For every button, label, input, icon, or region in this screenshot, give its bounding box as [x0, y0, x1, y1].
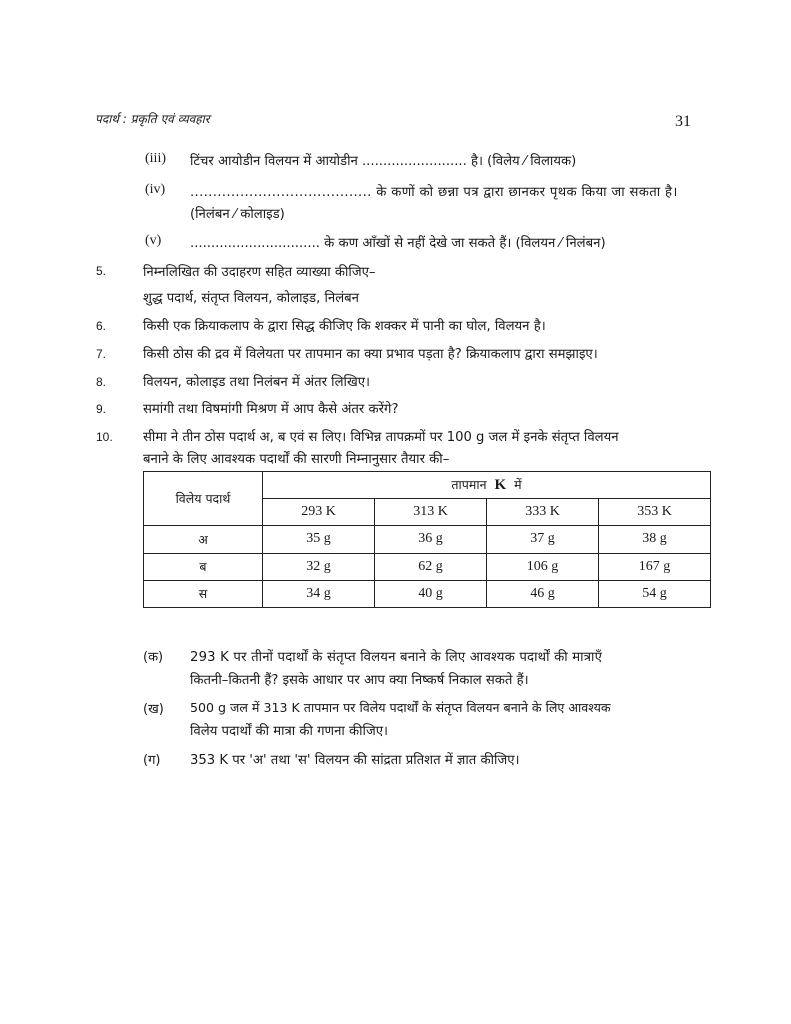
- value-cell: 54 g: [599, 580, 711, 607]
- question-number: 7.: [96, 347, 107, 361]
- substance-cell: अ: [144, 526, 263, 553]
- question-number: 6.: [96, 319, 107, 333]
- subitem-text: ............................... के कण आँखों से नहीं देखे जा सकते हैं। (विलयन ⁄ निलंबन): [190, 236, 606, 251]
- question-text: किसी एक क्रियाकलाप के द्वारा सिद्ध कीजिए कि शक्कर में पानी का घोल, विलयन है।: [143, 319, 546, 334]
- value-cell: 32 g: [263, 553, 375, 580]
- solubility-table: [143, 471, 711, 608]
- value-cell: 62 g: [375, 553, 487, 580]
- page-number: 31: [675, 113, 691, 130]
- question-number: 5.: [96, 264, 107, 278]
- part-label: (ग): [143, 753, 161, 768]
- table-row: [144, 526, 711, 553]
- substance-cell: ब: [144, 553, 263, 580]
- question-text: किसी ठोस की द्रव में विलेयता पर तापमान का क्या प्रभाव पड़ता है? क्रियाकलाप द्वारा समझाइए।: [143, 347, 598, 362]
- value-cell: 36 g: [375, 526, 487, 553]
- question-text: सीमा ने तीन ठोस पदार्थ अ, ब एवं स लिए। विभिन्न तापक्रमों पर 100 g जल में इनके संतृप्त विलयन: [143, 430, 619, 445]
- part-text: 353 K पर 'अ' तथा 'स' विलयन की सांद्रता प्रतिशत में ज्ञात कीजिए।: [190, 753, 520, 768]
- question-text: निम्नलिखित की उदाहरण सहित व्याख्या कीजिए–: [143, 265, 376, 280]
- subitem-text-continued: (निलंबन ⁄ कोलाइड): [190, 207, 285, 222]
- subitem-text: टिंचर आयोडीन विलयन में आयोडीन ......................... है। (विलेय ⁄ विलायक): [190, 154, 577, 169]
- part-label: (क): [143, 650, 164, 665]
- temperature-header-prefix: तापमान: [451, 477, 487, 493]
- value-cell: 37 g: [487, 526, 599, 553]
- substance-cell: स: [144, 580, 263, 607]
- part-text-continued: कितनी–कितनी हैं? इसके आधार पर आप क्या निष्कर्ष निकाल सकते हैं।: [190, 673, 529, 688]
- temperature-col-header: 293 K: [263, 499, 375, 526]
- question-number: 8.: [96, 375, 107, 389]
- part-text: 293 K पर तीनों पदार्थों के संतृप्त विलयन बनाने के लिए आवश्यक पदार्थों की मात्राएँ: [190, 650, 603, 665]
- subitem-label: (v): [145, 233, 162, 248]
- part-label: (ख): [143, 702, 164, 717]
- value-cell: 40 g: [375, 580, 487, 607]
- question-text: विलयन, कोलाइड तथा निलंबन में अंतर लिखिए।: [143, 375, 371, 390]
- temperature-header-cell: [263, 472, 711, 499]
- temperature-col-header: 333 K: [487, 499, 599, 526]
- temperature-col-header: 353 K: [599, 499, 711, 526]
- row-header-cell: विलेय पदार्थ: [144, 472, 263, 526]
- running-header: पदार्थ : प्रकृति एवं व्यवहार: [95, 112, 210, 126]
- question-text: समांगी तथा विषमांगी मिश्रण में आप कैसे अंतर करेंगे?: [143, 402, 399, 417]
- question-number: 9.: [96, 402, 107, 416]
- value-cell: 167 g: [599, 553, 711, 580]
- part-text: 500 g जल में 313 K तापमान पर विलेय पदार्थों के संतृप्त विलयन बनाने के लिए आवश्यक: [190, 700, 611, 715]
- subitem-label: (iv): [145, 182, 166, 197]
- table-row: [144, 580, 711, 607]
- subitem-text: ........................................ के कणों को छन्ना पत्र द्वारा छानकर पृथक किया जा सकता है।: [190, 185, 678, 200]
- temperature-header-suffix: में: [514, 477, 522, 493]
- temperature-col-header: 313 K: [375, 499, 487, 526]
- temperature-unit: K: [494, 477, 507, 494]
- table-row: [144, 553, 711, 580]
- value-cell: 106 g: [487, 553, 599, 580]
- value-cell: 34 g: [263, 580, 375, 607]
- value-cell: 46 g: [487, 580, 599, 607]
- question-number: 10.: [96, 430, 113, 444]
- subitem-label: (iii): [145, 151, 166, 166]
- value-cell: 38 g: [599, 526, 711, 553]
- part-text-continued: विलेय पदार्थों की मात्रा की गणना कीजिए।: [190, 724, 389, 739]
- question-text-continued: शुद्ध पदार्थ, संतृप्त विलयन, कोलाइड, निलंबन: [143, 291, 359, 306]
- value-cell: 35 g: [263, 526, 375, 553]
- question-text-continued: बनाने के लिए आवश्यक पदार्थों की सारणी निम्नानुसार तैयार की–: [143, 452, 450, 467]
